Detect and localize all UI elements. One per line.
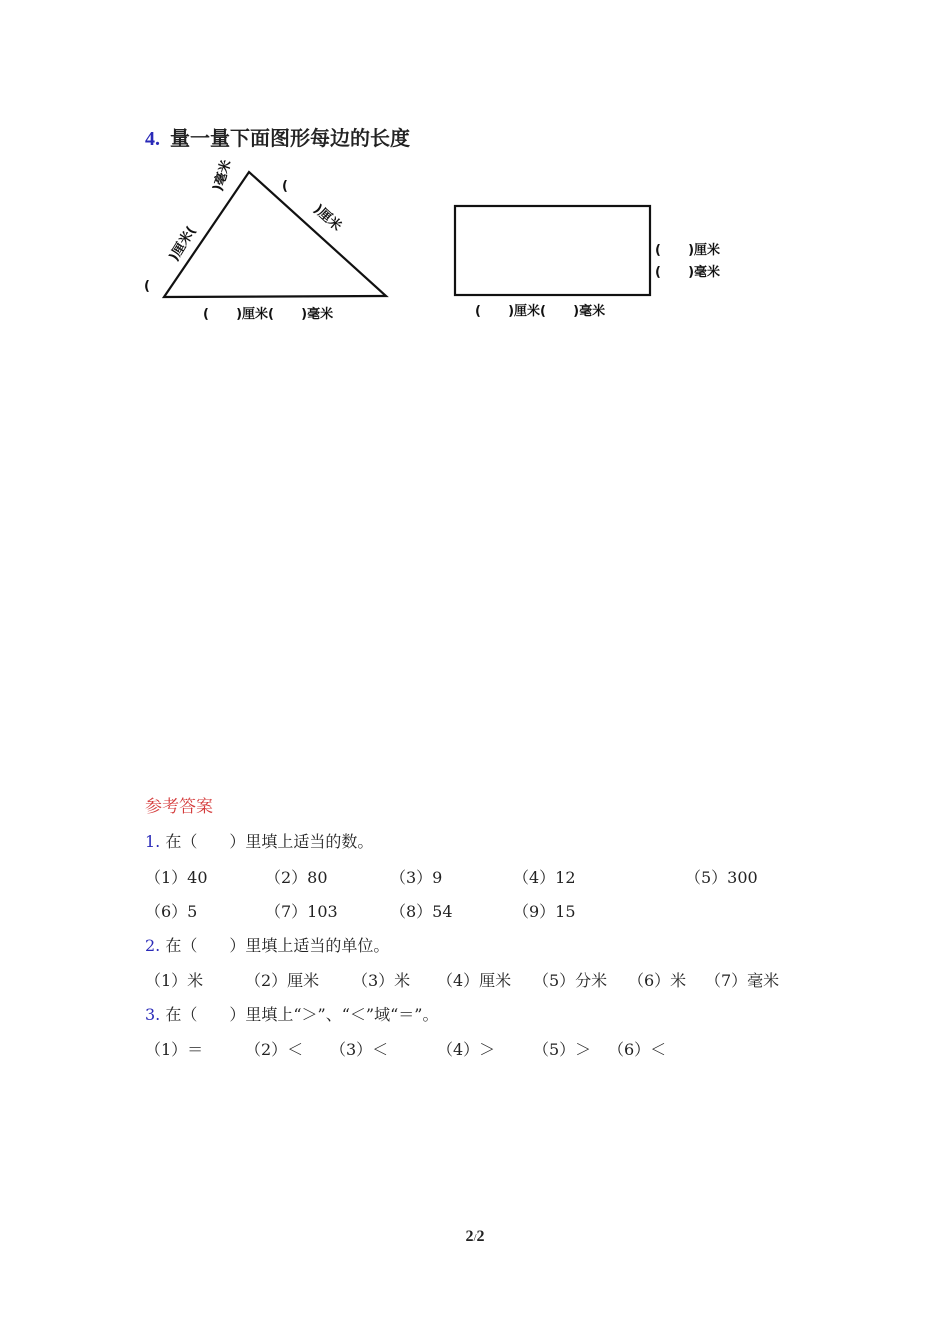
answer-q1-item: （3）9 [390, 868, 443, 887]
triangle-left-paren: ( [144, 279, 150, 294]
answer-q1-text: 在（ ）里填上适当的数。 [165, 832, 374, 851]
answers-title: 参考答案 [145, 797, 213, 817]
answer-q1-item: （2）80 [265, 868, 328, 887]
answer-q3-number: 3. [145, 1005, 161, 1024]
rectangle-right-mm: ( )毫米 [655, 265, 721, 280]
answer-q2-number: 2. [145, 936, 161, 955]
answer-q2-heading [145, 933, 389, 956]
answer-q3-text: 在（ ）里填上“＞”、“＜”域“＝”。 [165, 1005, 439, 1024]
answer-q1-item: （8）54 [390, 902, 453, 921]
question-4-number: 4. [145, 128, 160, 150]
page-separator: / [473, 1232, 477, 1244]
answer-q1-item: （5）300 [685, 868, 758, 887]
page-total: 2 [476, 1228, 485, 1245]
answer-q2-item: （3）米 [352, 971, 411, 990]
answer-q1-item: （1）40 [145, 868, 208, 887]
answer-q3-item: （1）＝ [145, 1040, 204, 1059]
triangle-bottom-label: ( )厘米( )毫米 [203, 307, 334, 322]
answer-q2-item: （1）米 [145, 971, 204, 990]
answer-q2-item: （6）米 [628, 971, 687, 990]
answer-q1-item: （7）103 [265, 902, 338, 921]
triangle-left-label: )厘米( [166, 224, 200, 265]
answer-q2-item: （4）厘米 [437, 971, 512, 990]
answer-q1-heading [145, 829, 373, 852]
page-number [0, 1228, 950, 1246]
figures [0, 0, 950, 340]
answer-q2-item: （7）毫米 [705, 971, 780, 990]
question-4-text: 量一量下面图形每边的长度 [170, 126, 410, 150]
answer-q2-text: 在（ ）里填上适当的单位。 [165, 936, 390, 955]
answer-q2-item: （5）分米 [533, 971, 608, 990]
rectangle-bottom-label: ( )厘米( )毫米 [475, 304, 606, 319]
triangle-top-label: )毫米 [210, 158, 235, 194]
answer-q3-item: （2）＜ [245, 1040, 304, 1059]
answer-q1-item: （9）15 [513, 902, 576, 921]
answer-q3-heading [145, 1002, 438, 1025]
answer-q2-item: （2）厘米 [245, 971, 320, 990]
answer-q3-item: （3）＜ [330, 1040, 389, 1059]
answer-q3-item: （4）＞ [437, 1040, 496, 1059]
answer-q3-item: （5）＞ [533, 1040, 592, 1059]
answer-q1-item: （4）12 [513, 868, 576, 887]
page-current: 2 [465, 1228, 474, 1245]
answer-q3-item: （6）＜ [608, 1040, 667, 1059]
answer-q1-number: 1. [145, 832, 161, 851]
rectangle-shape [455, 206, 650, 295]
answer-q1-item: （6）5 [145, 902, 198, 921]
triangle-right-paren: ( [282, 179, 288, 194]
rectangle-right-cm: ( )厘米 [655, 243, 721, 258]
triangle-right-label: )厘米 [310, 201, 345, 235]
